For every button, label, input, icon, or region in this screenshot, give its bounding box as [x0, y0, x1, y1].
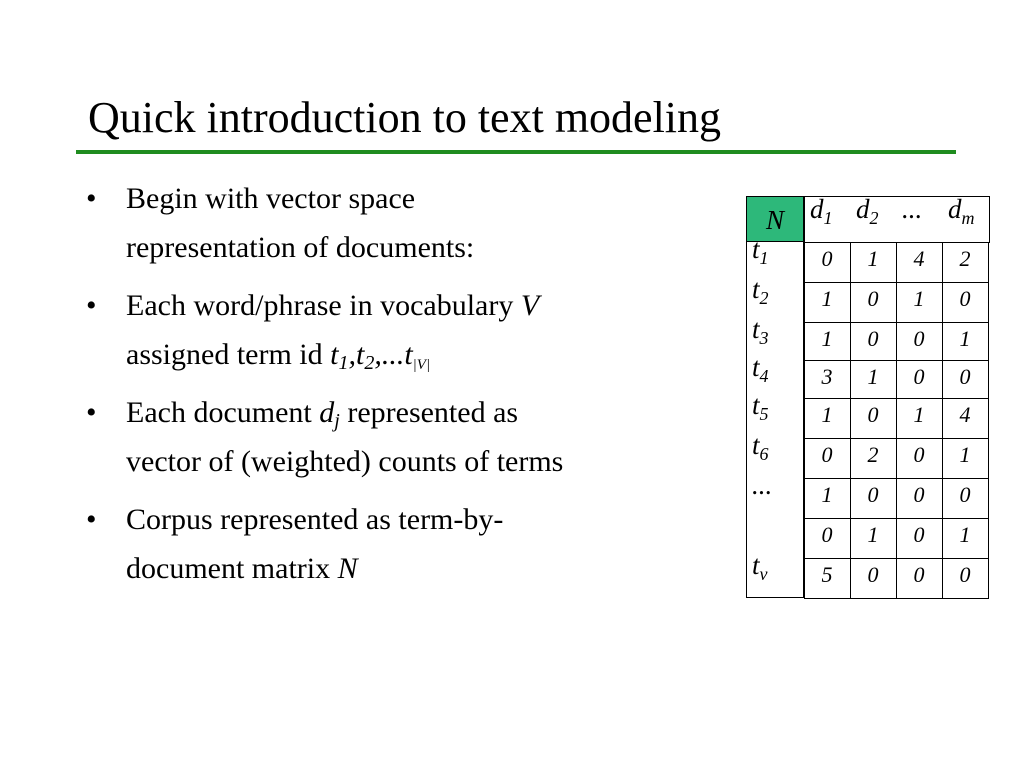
row-label: $t_5$ [752, 390, 769, 424]
matrix-value: 5 [821, 562, 833, 587]
matrix-value: 0 [959, 364, 971, 389]
bullet-list [86, 174, 726, 602]
matrix-value: 0 [821, 442, 833, 467]
column-header: ... [902, 194, 923, 224]
matrix-value: 1 [913, 286, 925, 311]
bullet-text: Corpus represented as term-by- [126, 503, 504, 536]
matrix-value: 4 [913, 246, 925, 271]
bullet-item [86, 281, 726, 379]
title-underline [76, 150, 956, 154]
column-header: $d_1$ [810, 194, 833, 228]
term-document-matrix [746, 196, 990, 598]
row-label: $t_6$ [752, 430, 769, 464]
bullet-text: document matrix [126, 552, 338, 585]
matrix-value: 1 [959, 522, 971, 547]
matrix-value: 4 [959, 402, 971, 427]
matrix-value: 1 [959, 326, 971, 351]
bullet-dot: • [86, 289, 97, 322]
matrix-value: 1 [821, 482, 833, 507]
vocabulary-variable: V [520, 289, 540, 322]
bullet-dot: • [86, 182, 97, 215]
row-label: $t_4$ [752, 352, 769, 386]
row-label: ... [752, 470, 773, 500]
matrix-value: 1 [867, 522, 879, 547]
matrix-value: 0 [913, 326, 925, 351]
matrix-value: 0 [913, 562, 925, 587]
row-label: $t_1$ [752, 234, 769, 268]
matrix-value: 0 [821, 522, 833, 547]
bullet-text: represented as [339, 396, 519, 429]
slide-title: Quick introduction to text modeling [88, 93, 722, 142]
matrix-value: 2 [867, 442, 879, 467]
bullet-dot: • [86, 396, 97, 429]
row-label: $t_v$ [752, 550, 768, 584]
bullet-item [86, 495, 726, 593]
matrix-corner-label: N [746, 196, 804, 242]
matrix-value: 1 [821, 326, 833, 351]
matrix-value: 2 [959, 246, 971, 271]
matrix-variable: N [337, 552, 358, 585]
column-header: $d_m$ [948, 194, 975, 228]
matrix-value: 1 [959, 442, 971, 467]
row-label: $t_2$ [752, 274, 769, 308]
row-label: $t_3$ [752, 314, 769, 348]
document-variable: $d_j$ [319, 396, 340, 432]
matrix-value: 1 [821, 286, 833, 311]
bullet-dot: • [86, 503, 97, 536]
bullet-text: Each document [126, 396, 320, 429]
column-header: $d_2$ [856, 194, 879, 228]
matrix-value: 1 [867, 246, 879, 271]
bullet-item [86, 388, 726, 486]
matrix-value: 1 [913, 402, 925, 427]
matrix-value: 3 [821, 364, 833, 389]
matrix-value: 0 [913, 482, 925, 507]
term-id-list: $t_1,t_2,...t_{|V|}$ [330, 338, 431, 374]
matrix-value: 0 [867, 286, 879, 311]
bullet-text: Begin with vector space [126, 182, 416, 215]
matrix-value: 1 [867, 364, 879, 389]
matrix-value: 0 [913, 442, 925, 467]
bullet-item [86, 174, 726, 272]
bullet-text: representation of documents: [126, 231, 475, 264]
matrix-value: 0 [959, 562, 971, 587]
matrix-value: 0 [867, 326, 879, 351]
matrix-value: 0 [959, 482, 971, 507]
matrix-value: 1 [821, 402, 833, 427]
matrix-value: 0 [913, 364, 925, 389]
matrix-value: 0 [867, 402, 879, 427]
matrix-value: 0 [821, 246, 833, 271]
matrix-value: 0 [913, 522, 925, 547]
bullet-text: Each word/phrase in vocabulary [126, 289, 521, 322]
matrix-value: 0 [867, 562, 879, 587]
matrix-value: 0 [867, 482, 879, 507]
bullet-text: assigned term id [126, 338, 331, 371]
bullet-text: vector of (weighted) counts of terms [126, 445, 564, 478]
matrix-value: 0 [959, 286, 971, 311]
